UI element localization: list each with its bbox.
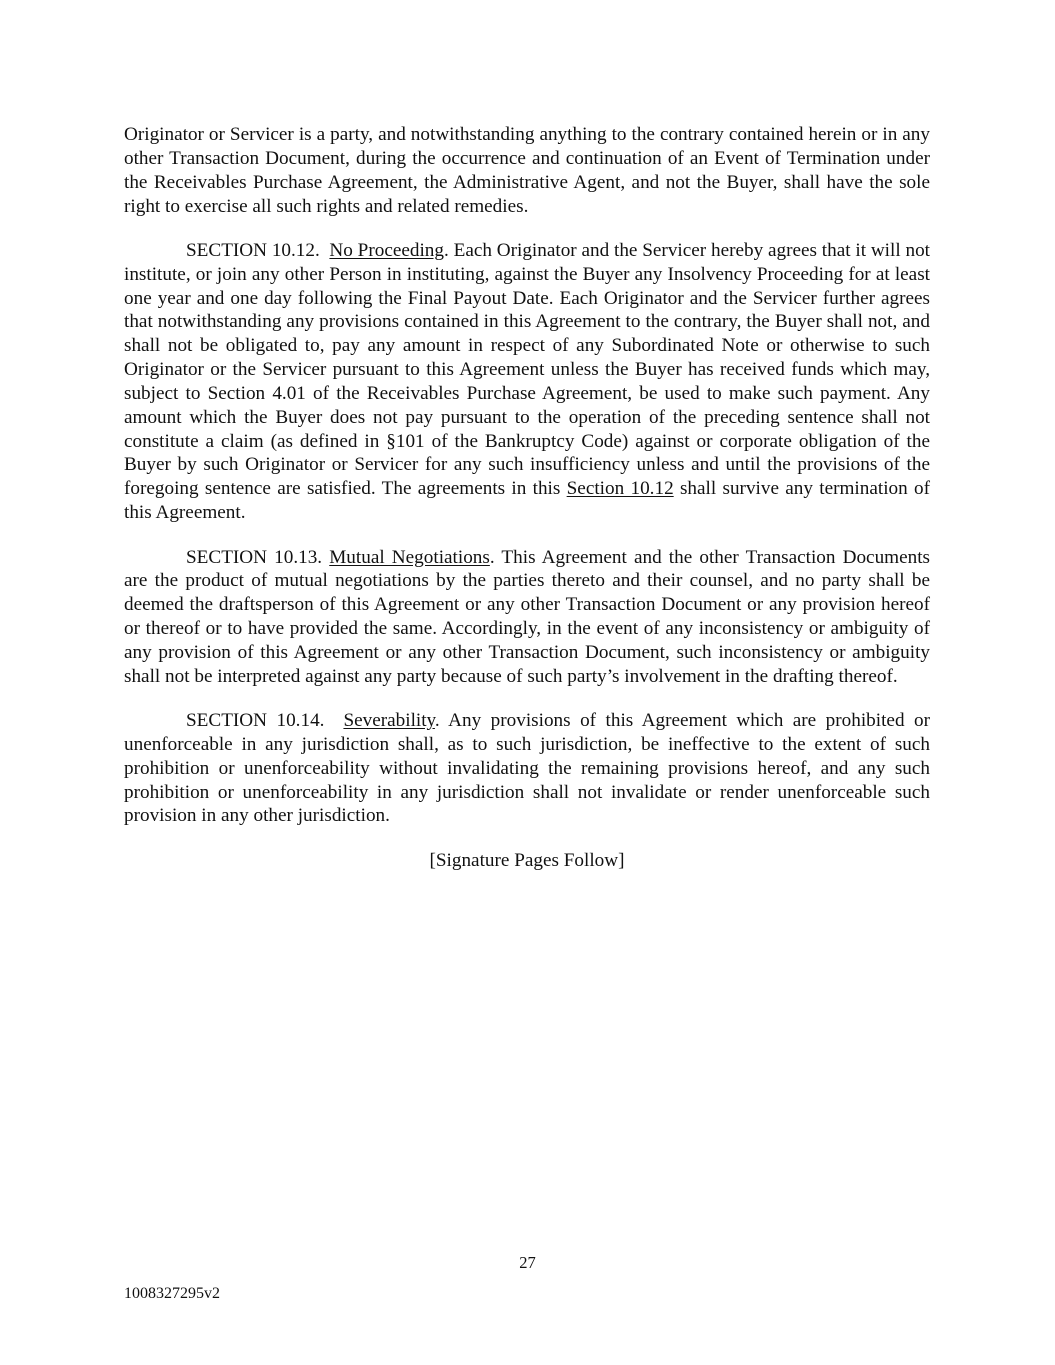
section-10-14-text: . Any provisions of this Agreement which are prohibited or unenforceable in any jurisdiction shall, as to such jurisdiction, be ineffective to the extent of such prohibition or unenforceability without invalidating the remaining provisions hereof, and any such prohibition or unenforceability in any jurisdiction shall not invalidate or render unenforceable such provision in any other jurisdiction. <box>124 710 931 827</box>
section-10-12 <box>124 239 930 525</box>
section-10-12-heading: No Proceeding <box>329 239 444 261</box>
page-number: 27 <box>519 1253 536 1272</box>
signature-pages-note: [Signature Pages Follow] <box>429 849 625 871</box>
document-id: 1008327295v2 <box>124 1285 220 1302</box>
section-10-12-text-1: . Each Originator and the Servicer hereby agrees that it will not institute, or join any other Person in instituting, against the Buyer any Insolvency Proceeding for at least one year and one day following the Final Payout Date. Each Originator and the Servicer further agrees that notwithstanding any provisions contained in this Agreement to the contrary, the Buyer shall not, and shall not be obligated to, pay any amount in respect of any Subordinated Note or otherwise to such Originator or the Servicer pursuant to this Agreement unless the Buyer has received funds which may, subject to Section 4.01 of the Receivables Purchase Agreement, be used to make such payment. Any amount which the Buyer does not pay pursuant to the operation of the preceding sentence shall not constitute a claim (as defined in §101 of the Bankruptcy Code) against or corporate obligation of the Buyer by such Originator or Servicer for any such insufficiency unless and until the provisions of the foregoing sentence are satisfied. The agreements in this <box>124 239 931 500</box>
section-10-14-number: SECTION 10.14. <box>186 710 325 732</box>
section-10-13 <box>124 546 930 689</box>
section-10-13-heading: Mutual Negotiations <box>329 546 490 568</box>
section-10-13-number: SECTION 10.13. <box>186 546 323 568</box>
document-page <box>124 123 930 873</box>
section-10-12-number: SECTION 10.12. <box>186 239 320 261</box>
continuation-paragraph: Originator or Servicer is a party, and notwithstanding anything to the contrary contained herein or in any other Transaction Document, during the occurrence and continuation of an Event of Termination under the Receivables Purchase Agreement, the Administrative Agent, and not the Buyer, shall have the sole right to exercise all such rights and related remedies. <box>124 124 930 217</box>
section-10-14-heading: Severability <box>343 710 435 732</box>
section-10-14 <box>124 709 930 828</box>
section-10-12-cross-reference: Section 10.12 <box>566 478 674 500</box>
section-10-13-text: . This Agreement and the other Transaction Documents are the product of mutual negotiations by the parties thereto and their counsel, and no party shall be deemed the draftsperson of this Agreement or any other Transaction Document or any provision hereof or thereof or to have provided the same. Accordingly, in the event of any inconsistency or ambiguity of any provision of this Agreement or any other Transaction Document, such inconsistency or ambiguity shall not be interpreted against any party because of such party’s involvement in the drafting thereof. <box>124 546 930 687</box>
section-10-12-text-2: shall survive any termination of this Agreement. <box>124 478 930 524</box>
